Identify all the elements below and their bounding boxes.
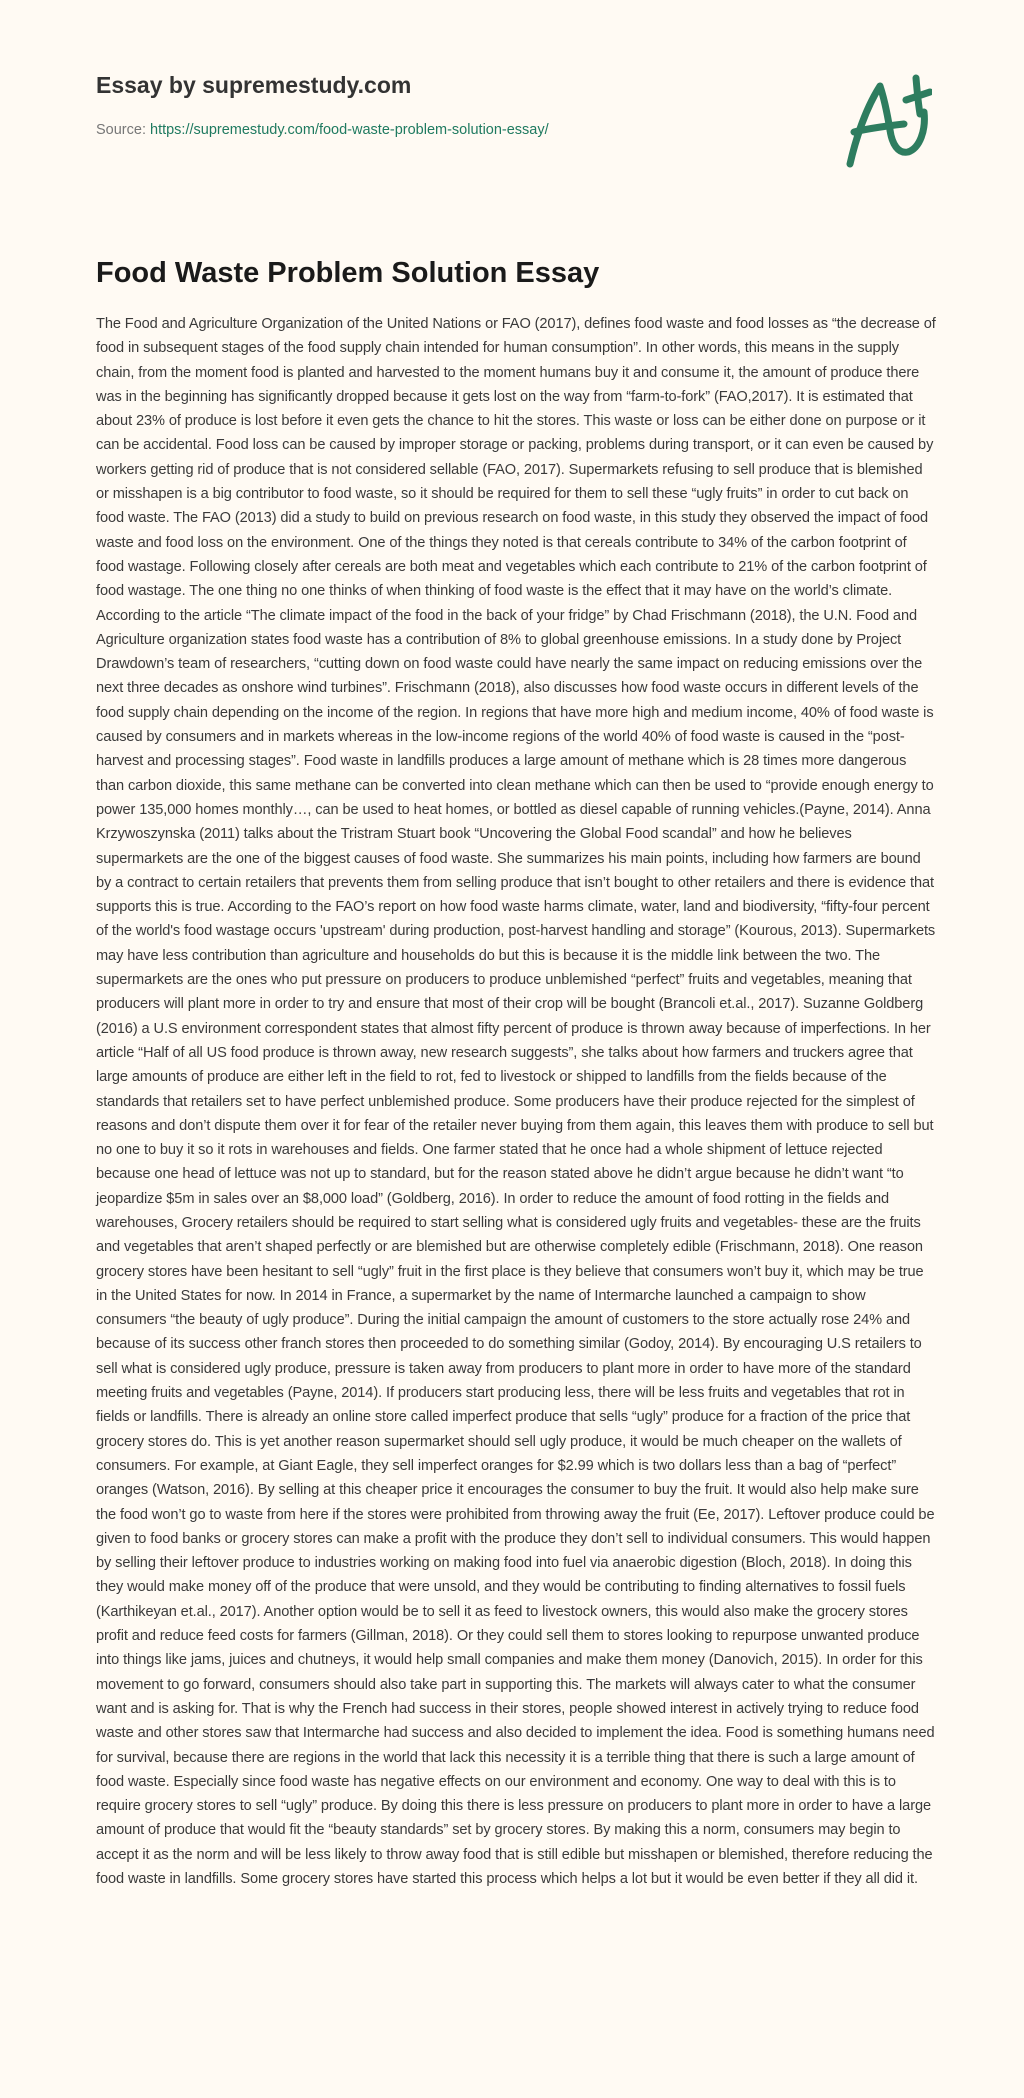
a-plus-grade-icon xyxy=(822,68,932,168)
source-link[interactable]: https://supremestudy.com/food-waste-problem-solution-essay/ xyxy=(150,122,549,138)
source-line xyxy=(96,120,926,140)
page-header xyxy=(96,70,926,140)
source-label: Source: xyxy=(96,122,150,138)
site-title: Essay by supremestudy.com xyxy=(96,72,412,98)
essay-body-text: The Food and Agriculture Organization of the United Nations or FAO (2017), defines food waste and food losses as “the decrease of food in subsequent stages of the food supply chain intended for human consumption”. In other words, this means in the supply chain, from the moment food is planted and harvested to the moment humans buy it and consume it, the amount of produce there was in the beginning has significantly dropped because it gets lost on the way from “farm-to-fork” (FAO,2017). It is estimated that about 23% of produce is lost before it even gets the chance to hit the stores. This waste or loss can be either done on purpose or it can be accidental. Food loss can be caused by improper storage or packing, problems during transport, or it can even be caused by workers getting rid of produce that is not considered sellable (FAO, 2017). Supermarkets refusing to sell produce that is blemished or misshapen is a big contributor to food waste, so it should be required for them to sell these “ugly fruits” in order to cut back on food waste. The FAO (2013) did a study to build on previous research on food waste, in this study they observed the impact of food waste and food loss on the environment. One of the things they noted is that cereals contribute to 34% of the carbon footprint of food wastage. Following closely after cereals are both meat and vegetables which each contribute to 21% of the carbon footprint of food wastage. The one thing no one thinks of when thinking of food waste is the effect that it may have on the world’s climate. According to the article “The climate impact of the food in the back of your fridge” by Chad Frischmann (2018), the U.N. Food and Agriculture organization states food waste has a contribution of 8% to global greenhouse emissions. In a study done by Project Drawdown’s team of researchers, “cutting down on food waste could have nearly the same impact on reducing emissions over the next three decades as onshore wind turbines”. Frischmann (2018), also discusses how food waste occurs in different levels of the food supply chain depending on the income of the region. In regions that have more high and medium income, 40% of food waste is caused by consumers and in markets whereas in the low-income regions of the world 40% of food waste is caused in the “post-harvest and processing stages”. Food waste in landfills produces a large amount of methane which is 28 times more dangerous than carbon dioxide, this same methane can be converted into clean methane which can then be used to “provide enough energy to power 135,000 homes monthly…, can be used to heat homes, or bottled as diesel capable of running vehicles.(Payne, 2014). Anna Krzywoszynska (2011) talks about the Tristram Stuart book “Uncovering the Global Food scandal” and how he believes supermarkets are the one of the biggest causes of food waste. She summarizes his main points, including how farmers are bound by a contract to certain retailers that prevents them from selling produce that isn’t bought to other retailers and there is evidence that supports this is true. According to the FAO’s report on how food waste harms climate, water, land and biodiversity, “fifty-four percent of the world's food wastage occurs 'upstream' during production, post-harvest handling and storage” (Kourous, 2013). Supermarkets may have less contribution than agriculture and households do but this is because it is the middle link between the two. The supermarkets are the ones who put pressure on producers to produce unblemished “perfect” fruits and vegetables, meaning that producers will plant more in order to try and ensure that most of their crop will be bought (Brancoli et.al., 2017). Suzanne Goldberg (2016) a U.S environment correspondent states that almost fifty percent of produce is thrown away because of imperfections. In her article “Half of all US food produce is thrown away, new research suggests”, she talks about how farmers and truckers agree that large amounts of produce are either left in the field to rot, fed to livestock or shipped to landfills from the fields because of the standards that retailers set to have perfect unblemished produce. Some producers have their produce rejected for the simplest of reasons and don’t dispute them over it for fear of the retailer never buying from them again, this leaves them with produce to sell but no one to buy it so it rots in warehouses and fields. One farmer stated that he once had a whole shipment of lettuce rejected because one head of lettuce was not up to standard, but for the reason stated above he didn’t argue because he didn’t want “to jeopardize $5m in sales over an $8,000 load” (Goldberg, 2016). In order to reduce the amount of food rotting in the fields and warehouses, Grocery retailers should be required to start selling what is considered ugly fruits and vegetables- these are the fruits and vegetables that aren’t shaped perfectly or are blemished but are otherwise completely edible (Frischmann, 2018). One reason grocery stores have been hesitant to sell “ugly” fruit in the first place is they believe that consumers won’t buy it, which may be true in the United States for now. In 2014 in France, a supermarket by the name of Intermarche launched a campaign to show consumers “the beauty of ugly produce”. During the initial campaign the amount of customers to the store actually rose 24% and because of its success other franch stores then proceeded to do something similar (Godoy, 2014). By encouraging U.S retailers to sell what is considered ugly produce, pressure is taken away from producers to plant more in order to have more of the standard meeting fruits and vegetables (Payne, 2014). If producers start producing less, there will be less fruits and vegetables that rot in fields or landfills. There is already an online store called imperfect produce that sells “ugly” produce for a fraction of the price that grocery stores do. This is yet another reason supermarket should sell ugly produce, it would be much cheaper on the wallets of consumers. For example, at Giant Eagle, they sell imperfect oranges for $2.99 which is two dollars less than a bag of “perfect” oranges (Watson, 2016). By selling at this cheaper price it encourages the consumer to buy the fruit. It would also help make sure the food won’t go to waste from here if the stores were prohibited from throwing away the fruit (Ee, 2017). Leftover produce could be given to food banks or grocery stores can make a profit with the produce they don’t sell to individual consumers. This would happen by selling their leftover produce to industries working on making food into fuel via anaerobic digestion (Bloch, 2018). In doing this they would make money off of the produce that were unsold, and they would be contributing to finding alternatives to fossil fuels (Karthikeyan et.al., 2017). Another option would be to sell it as feed to livestock owners, this would also make the grocery stores profit and reduce feed costs for farmers (Gillman, 2018). Or they could sell them to stores looking to repurpose unwanted produce into things like jams, juices and chutneys, it would help small companies and make them money (Danovich, 2015). In order for this movement to go forward, consumers should also take part in supporting this. The markets will always cater to what the consumer want and is asking for. That is why the French had success in their stores, people showed interest in actively trying to reduce food waste and other stores saw that Intermarche had success and also decided to implement the idea. Food is something humans need for survival, because there are regions in the world that lack this necessity it is a terrible thing that there is such a large amount of food waste. Especially since food waste has negative effects on our environment and economy. One way to deal with this is to require grocery stores to sell “ugly” produce. By doing this there is less pressure on producers to plant more in order to have a large amount of produce that would fit the “beauty standards” set by grocery stores. By making this a norm, consumers may begin to accept it as the norm and will be less likely to throw away food that is still edible but misshapen or blemished, therefore reducing the food waste in landfills. Some grocery stores have started this process which helps a lot but it would be even better if they all did it. xyxy=(96,316,936,1887)
document-title: Food Waste Problem Solution Essay xyxy=(96,257,600,289)
